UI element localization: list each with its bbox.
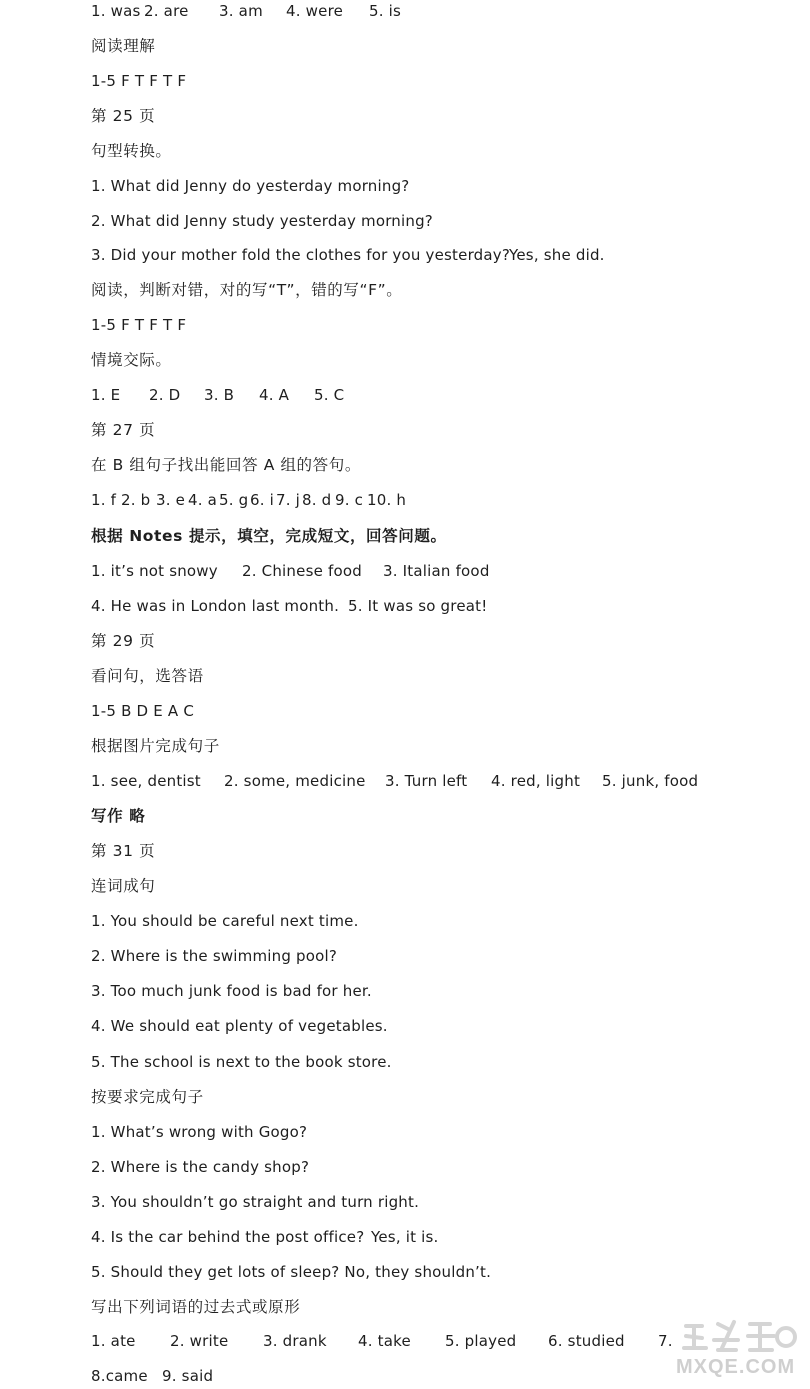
answer-line <box>91 1366 213 1386</box>
answer-item: 9. c <box>335 491 364 509</box>
answer-item: 9. said <box>162 1367 214 1385</box>
answer-item: 1. ate <box>91 1332 136 1350</box>
answer-item: 5. It was so great! <box>348 597 488 615</box>
section-heading: 阅读理解 <box>91 37 156 55</box>
answer-item: 3. drank <box>263 1332 327 1350</box>
answer-item: 7. j <box>276 491 301 509</box>
answer-item: 4. were <box>286 2 344 20</box>
answer-line: 1-5 F T F T F <box>91 316 187 334</box>
answer-item: 8. d <box>302 491 332 509</box>
answer-item: 3. am <box>219 2 263 20</box>
answer-line <box>91 385 344 405</box>
answer-item: 2. D <box>149 386 181 404</box>
section-heading: 按要求完成句子 <box>91 1088 204 1106</box>
answer-line: 5. The school is next to the book store. <box>91 1053 392 1071</box>
section-heading: 看问句，选答语 <box>91 667 204 685</box>
answer-line <box>91 490 406 510</box>
answer-item: 6. i <box>250 491 275 509</box>
answer-item: 4. a <box>188 491 218 509</box>
answer-item: 5. g <box>219 491 249 509</box>
answer-item: 2. b <box>121 491 151 509</box>
answer-item: 8.came <box>91 1367 148 1385</box>
answer-item: 1. was <box>91 2 141 20</box>
answer-item: 1. f <box>91 491 117 509</box>
answer-item: 5. junk, food <box>602 772 699 790</box>
answer-item: 4. take <box>358 1332 411 1350</box>
answer-item: 1. see, dentist <box>91 772 201 790</box>
section-heading: 情境交际。 <box>91 351 172 369</box>
page-heading: 第 29 页 <box>91 632 156 650</box>
answer-item: 10. h <box>367 491 407 509</box>
section-heading: 在 B 组句子找出能回答 A 组的答句。 <box>91 456 361 474</box>
answer-line: 2. Where is the candy shop? <box>91 1158 310 1176</box>
answer-item: 4. red, light <box>491 772 581 790</box>
answer-item: 5. C <box>314 386 345 404</box>
watermark-text: MXQE.COM <box>676 1356 796 1378</box>
answer-line: 3. You shouldn’t go straight and turn right. <box>91 1193 420 1211</box>
answer-item: 2. write <box>170 1332 229 1350</box>
section-heading: 阅读，判断对错，对的写“T”，错的写“F”。 <box>91 281 403 299</box>
page-heading: 第 27 页 <box>91 421 156 439</box>
answer-item: 2. some, medicine <box>224 772 366 790</box>
answer-item: 3. B <box>204 386 235 404</box>
answer-item: 4. He was in London last month. <box>91 597 340 615</box>
page-heading: 第 25 页 <box>91 107 156 125</box>
answer-item: 3. Turn left <box>385 772 468 790</box>
section-heading: 句型转换。 <box>91 142 172 160</box>
answer-item: 3. e <box>156 491 186 509</box>
answer-line: 5. Should they get lots of sleep? No, they shouldn’t. <box>91 1263 492 1281</box>
section-heading: 根据 Notes 提示，填空，完成短文，回答问题。 <box>91 527 447 545</box>
answer-line: 3. Too much junk food is bad for her. <box>91 982 372 1000</box>
answer-line: 2. Where is the swimming pool? <box>91 947 338 965</box>
answer-item: 3. Italian food <box>383 562 490 580</box>
answer-line: 2. What did Jenny study yesterday morning? <box>91 212 433 230</box>
watermark <box>672 1318 804 1384</box>
answer-item: 4. A <box>259 386 290 404</box>
answer-item: 2. are <box>144 2 189 20</box>
answer-line: 1-5 B D E A C <box>91 702 194 720</box>
answer-line: 1. What’s wrong with Gogo? <box>91 1123 308 1141</box>
section-heading: 根据图片完成句子 <box>91 737 220 755</box>
answer-item: 5. is <box>369 2 402 20</box>
answer-line <box>91 596 487 616</box>
answer-item: 1. E <box>91 386 121 404</box>
answer-line <box>91 1 401 21</box>
answer-line: 1. You should be careful next time. <box>91 912 359 930</box>
answer-line <box>91 245 605 265</box>
answer-line <box>91 561 490 581</box>
answer-item: 6. studied <box>548 1332 625 1350</box>
answer-item: 4. Is the car behind the post office? <box>91 1228 365 1246</box>
answer-item: 5. played <box>445 1332 517 1350</box>
answer-item: 7. <box>658 1332 673 1350</box>
section-heading: 连词成句 <box>91 877 156 895</box>
answer-item: Yes, she did. <box>509 246 605 264</box>
answer-line: 1-5 F T F T F <box>91 72 187 90</box>
watermark-logo-icon <box>678 1318 798 1356</box>
answer-item: Yes, it is. <box>371 1228 439 1246</box>
answer-item: 2. Chinese food <box>242 562 362 580</box>
answer-line <box>91 1331 673 1351</box>
answer-item: 1. it’s not snowy <box>91 562 218 580</box>
answer-line <box>91 1227 439 1247</box>
answer-line: 4. We should eat plenty of vegetables. <box>91 1017 388 1035</box>
section-heading: 写作 略 <box>91 807 146 825</box>
answer-line: 1. What did Jenny do yesterday morning? <box>91 177 410 195</box>
section-heading: 写出下列词语的过去式或原形 <box>91 1298 301 1316</box>
page-heading: 第 31 页 <box>91 842 156 860</box>
answer-line <box>91 771 698 791</box>
answer-item: 3. Did your mother fold the clothes for you yesterday? <box>91 246 511 264</box>
